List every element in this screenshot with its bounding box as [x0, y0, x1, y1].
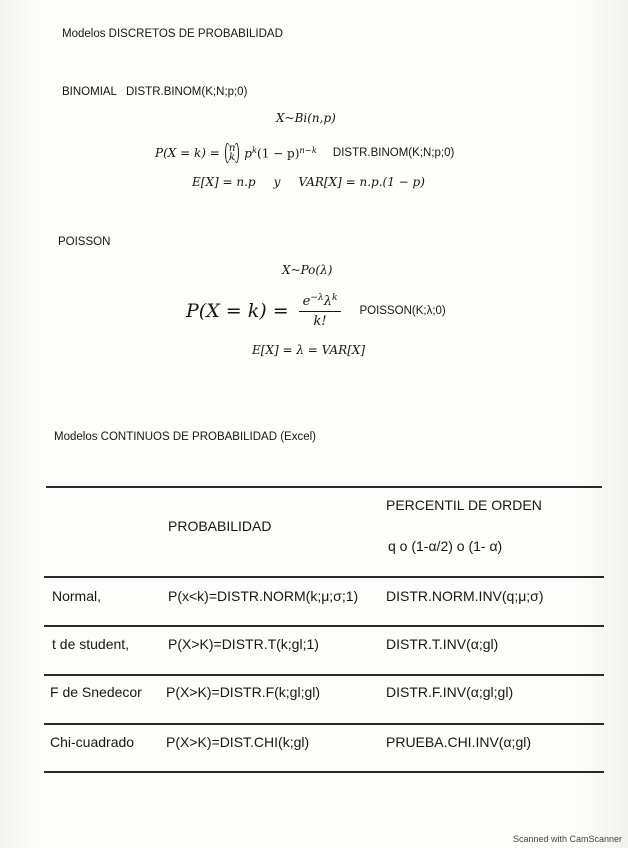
header-probability: PROBABILIDAD: [168, 518, 272, 534]
table-rule-row: [44, 723, 604, 725]
binomial-exp-k: k: [251, 145, 258, 156]
poisson-distribution: X~Po(λ): [282, 263, 333, 277]
poisson-num-exp: −λ: [310, 293, 324, 303]
binomial-variance: VAR[X] = n.p.(1 − p): [298, 175, 425, 189]
header-percentile-line2: q o (1-α/2) o (1- α): [388, 538, 503, 554]
row-name: Normal,: [52, 588, 102, 604]
binomial-pmf-lhs: P(X = k) =: [155, 146, 220, 160]
poisson-fraction: [299, 293, 342, 329]
table-rule-bottom: [44, 771, 604, 773]
binomial-excel-function: DISTR.BINOM(K;N;p;0): [126, 86, 248, 98]
table-rule-row: [44, 674, 604, 676]
row-name: Chi-cuadrado: [50, 734, 135, 750]
continuous-heading: Modelos CONTINUOS DE PROBABILIDAD (Excel): [54, 431, 317, 443]
binomial-p: p: [244, 146, 252, 161]
binomial-coefficient-top: n: [228, 143, 236, 154]
row-probability: P(x<k)=DISTR.NORM(k;μ;σ;1): [168, 588, 359, 604]
poisson-num-e: e: [302, 294, 311, 309]
poisson-pmf-excel: POISSON(K;λ;0): [359, 305, 446, 317]
scanner-footer: Scanned with CamScanner: [512, 834, 622, 844]
table-rule-header: [44, 576, 604, 578]
binomial-coefficient: [226, 144, 238, 162]
binomial-distribution: X~Bi(n,p): [276, 111, 336, 125]
binomial-label: BINOMIAL: [62, 86, 117, 98]
binomial-pmf: [155, 140, 454, 166]
row-percentile: PRUEBA.CHI.INV(α;gl): [386, 734, 532, 750]
poisson-num-exp-k: k: [331, 293, 338, 303]
poisson-pmf: [186, 290, 446, 332]
binomial-pmf-excel: DISTR.BINOM(K;N;p;0): [332, 147, 455, 159]
table-rule-row: [44, 625, 604, 627]
row-probability: P(X>K)=DISTR.T(k;gl;1): [168, 636, 319, 652]
poisson-label: POISSON: [58, 236, 111, 248]
row-probability: P(X>K)=DIST.CHI(k;gl): [166, 734, 310, 750]
binomial-mean: E[X] = n.p: [192, 175, 256, 189]
row-percentile: DISTR.T.INV(α;gl): [386, 636, 499, 652]
table-rule-top: [46, 486, 602, 488]
row-name: t de student,: [52, 636, 130, 652]
poisson-pmf-lhs: P(X = k) =: [186, 300, 289, 322]
binomial-one-minus-p: (1 − p): [257, 146, 300, 161]
row-name: F de Snedecor: [50, 684, 142, 700]
discrete-heading: Modelos DISCRETOS DE PROBABILIDAD: [62, 28, 283, 40]
row-percentile: DISTR.NORM.INV(q;μ;σ): [386, 588, 544, 604]
binomial-exp-nk: n−k: [299, 145, 317, 156]
binomial-moments: [192, 175, 425, 189]
poisson-moments: E[X] = λ = VAR[X]: [252, 343, 366, 357]
row-percentile: DISTR.F.INV(α;gl;gl): [386, 684, 514, 700]
row-probability: P(X>K)=DISTR.F(k;gl;gl): [166, 684, 321, 700]
header-percentile-line1: PERCENTIL DE ORDEN: [386, 497, 542, 513]
binomial-moments-separator: y: [273, 175, 281, 189]
poisson-num-lambda: λ: [323, 294, 332, 309]
poisson-denominator: k!: [313, 314, 327, 329]
binomial-coefficient-bottom: k: [229, 152, 236, 163]
